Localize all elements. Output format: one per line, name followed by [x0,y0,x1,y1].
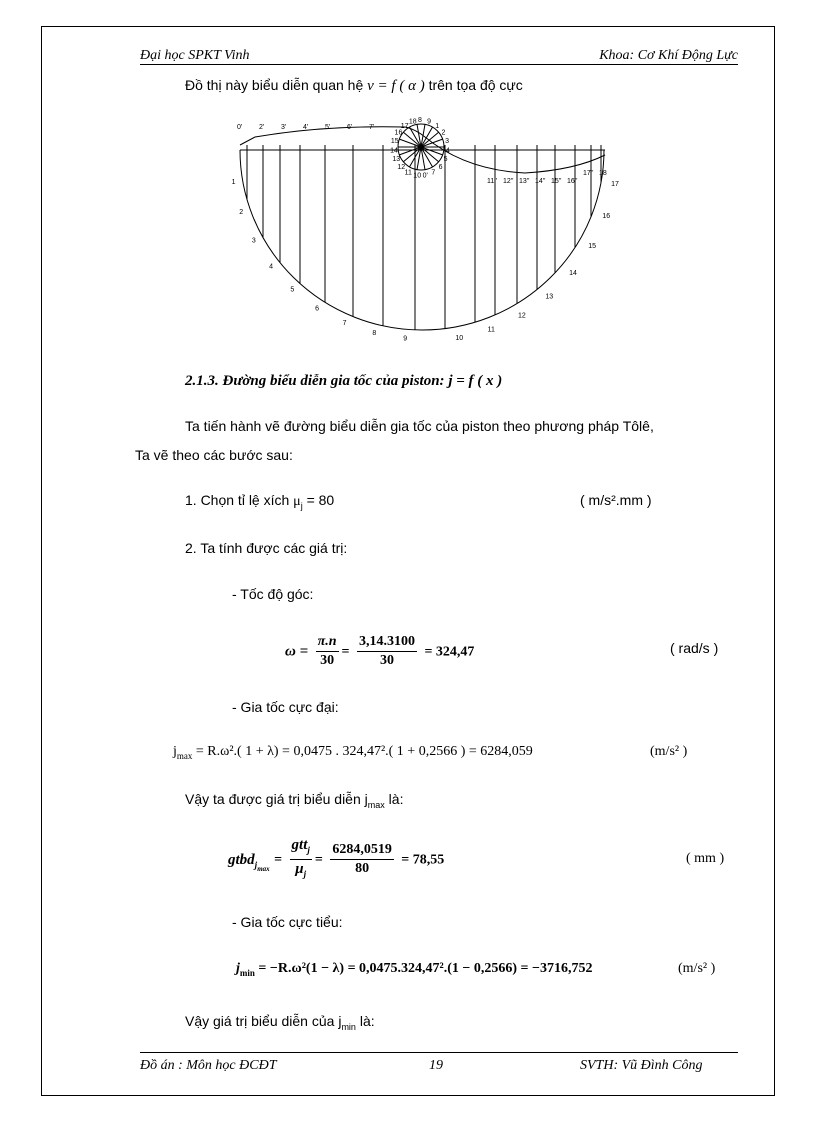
top-left-label-2: 3' [281,124,287,131]
top-left-label-4: 5' [325,124,331,131]
header-left: Đại học SPKT Vinh [140,48,250,63]
top-left-label-5: 6' [347,124,353,131]
crank-label-10: 10 [413,172,422,180]
gtbd-lhs: gtbd$_{j_{max}}$ [228,851,270,873]
omega-den1: 30 [320,653,335,668]
arc-right-label-3: 13 [545,293,554,301]
crank-spoke-8 [399,147,421,155]
crank-label-16: 16 [394,129,403,137]
crank-label-8: 7 [431,169,436,177]
jmin-unit: (m/s² ) [678,961,716,976]
section-formula: j = f ( x ) [448,373,503,389]
header-right: Khoa: Cơ Khí Động Lực [599,48,738,63]
gtbd-num1: gtt$_j$ [290,836,312,860]
jmax-equation [173,744,533,761]
omega-unit: ( rad/s ) [670,640,719,656]
right-top-label-6: 17'' [583,170,594,177]
top-left-label-6: 7' [369,124,375,131]
arc-right-label-2: 12 [518,312,526,320]
crank-label-5: 4 [445,147,450,155]
gtbd-den2: 80 [355,861,370,876]
omega-den2: 30 [379,653,394,668]
polar-velocity-diagram [225,115,625,350]
jmax-text-main: Vậy ta được giá trị biểu diễn j [185,791,368,807]
para1-line1: Ta tiến hành vẽ đường biểu diễn gia tốc của piston theo phương pháp Tôlê, [185,418,654,434]
step1-value: = 80 [306,492,335,508]
arc-left-label-7: 8 [372,330,377,338]
crank-label-7: 6 [438,163,443,171]
arc-left-label-1: 2 [239,209,244,217]
crank-label-15: 15 [390,138,399,146]
arc-right-label-6: 16 [602,212,611,220]
footer-rule [140,1052,738,1053]
jmax-unit: (m/s² ) [650,744,688,759]
jmax-text-tail: là: [384,791,404,807]
arc-left-label-8: 9 [403,335,408,343]
crank-label-2: 1 [435,122,440,130]
jmin-label: - Gia tốc cực tiểu: [232,914,343,930]
crank-label-18: 18 [408,118,417,126]
gtbd-num2: 6284,0519 [330,841,394,860]
omega-label: - Tốc độ góc: [232,586,314,602]
arc-left-label-6: 7 [342,320,347,328]
arc-right-label-7: 17 [611,180,619,188]
arc-left-label-2: 3 [251,237,256,245]
jmax-expr: = R.ω².( 1 + λ) = 0,0475 . 324,47².( 1 + 0,2566 ) = 6284,059 [192,744,533,759]
right-top-label-5: 16'' [567,178,578,185]
right-top-label-4: 15'' [551,178,562,185]
crank-spoke-17 [421,139,443,147]
top-left-label-3: 4' [303,124,309,131]
omega-equation: ω = $\frac{\pi.n}{30}$ = $\frac{3,14.3100}{30}$ = 324,47 [285,634,475,668]
mu-symbol: μ [293,494,301,509]
arc-left-label-5: 6 [315,305,319,313]
gtbd-unit: ( mm ) [686,851,725,866]
top-left-label-1: 2' [259,124,265,131]
jmax-symbol: j [173,744,177,759]
jmax-text-sub: max [367,799,385,810]
arc-right-label-5: 15 [588,243,597,250]
step1-unit: ( m/s².mm ) [580,492,652,508]
arc-right-label-0: 10 [455,335,464,343]
arc-left-label-4: 5 [290,286,295,294]
crank-label-13: 13 [392,156,401,164]
arc-left-label-0: 1 [231,178,236,186]
omega-result: = 324,47 [424,644,475,660]
jmax-label: - Gia tốc cực đại: [232,699,339,715]
crank-label-14: 14 [390,147,398,155]
mu-subscript: j [300,500,303,511]
footer-left: Đồ án : Môn học ĐCĐT [140,1058,277,1073]
step2: 2. Ta tính được các giá trị: [185,540,348,556]
crank-label-1: 9 [427,118,431,126]
right-top-label-3: 14'' [535,178,546,185]
arc-right-label-4: 14 [569,270,577,278]
crank-label-4: 3 [445,138,450,146]
jmin-text-sub: min [341,1021,356,1032]
gtbd-lhs-sub: jmax [254,859,270,873]
jmax-text [185,791,403,810]
right-top-label-2: 13'' [519,178,530,185]
page-number: 19 [429,1058,443,1073]
intro-prefix: Đồ thị này biểu diễn quan hệ [185,77,364,93]
omega-lhs: ω = [285,643,309,660]
jmin-sub: min [239,967,255,978]
intro-formula: v = f ( α ) [367,78,425,94]
arc-left-label-3: 4 [269,263,273,271]
arc-right-label-1: 11 [487,326,495,334]
para1-line2: Ta vẽ theo các bước sau: [135,447,293,463]
footer-right: SVTH: Vũ Đình Công [580,1058,703,1073]
crank-label-11: 11 [404,169,412,177]
crank-label-3: 2 [441,129,446,137]
jmin-expr: = −R.ω²(1 − λ) = 0,0475.324,47².(1 − 0,2566) = −3716,752 [254,961,593,976]
crank-label-9: 0' [422,172,428,180]
jmin-text [185,1013,375,1032]
jmin-text-main: Vậy giá trị biểu diễn của j [185,1013,342,1029]
header-rule [140,64,738,65]
jmin-text-tail: là: [355,1013,375,1029]
right-top-label-1: 12'' [503,178,514,185]
step1-text: 1. Chọn tỉ lệ xích [185,492,290,508]
crank-label-6: 5 [443,156,448,164]
gtbd-equation: gtbd$_{j_{max}}$ = $\frac{gtt_j}{\mu_j}$ = $\frac{6284,0519}{80}$ = 78,55 [228,836,444,883]
intro-suffix: trên tọa độ cực [428,77,523,93]
crank-label-12: 12 [397,163,406,171]
right-top-label-0: 11'' [487,178,497,185]
omega-num2: 3,14.3100 [357,633,417,652]
intro-line [185,77,523,95]
section-heading [185,373,502,390]
jmin-equation [236,961,593,978]
gtbd-den1: $\mu_j$ [295,861,307,879]
jmin-symbol: j [236,961,240,976]
top-left-label-0: 0' [237,124,243,131]
crank-label-0: 8 [418,117,422,124]
omega-num1: π.n [316,633,339,652]
crank-label-17: 17 [400,122,409,130]
jmax-sub: max [176,750,193,761]
step1 [185,492,334,511]
right-top-label-7: 18 [599,170,607,177]
section-title: 2.1.3. Đường biểu diễn gia tốc của piston: [185,373,445,389]
crank-spoke-1 [421,147,443,155]
gtbd-result: = 78,55 [401,852,445,868]
crank-spoke-10 [399,139,421,147]
